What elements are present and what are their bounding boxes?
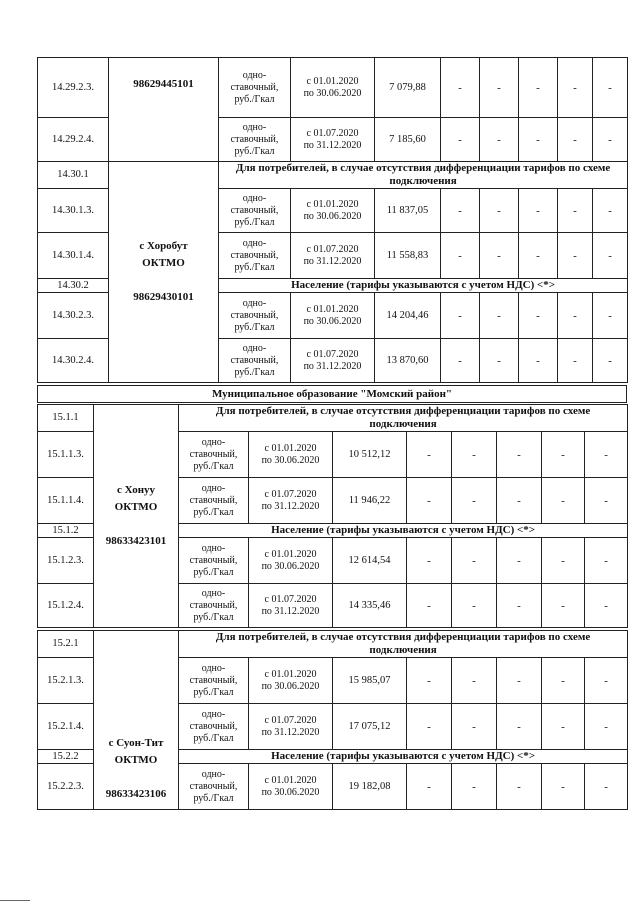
tariff-value: 11 946,22 (333, 478, 407, 524)
settlement-name: с Хоробут (139, 240, 188, 252)
tariff-table-15-2 (37, 630, 628, 810)
empty-cell: - (497, 704, 542, 750)
empty-cell: - (480, 118, 519, 162)
empty-cell: - (585, 764, 628, 810)
row-code: 15.1.1 (38, 405, 94, 432)
tariff-period: с 01.01.2020 по 30.06.2020 (249, 538, 333, 584)
section-header: Население (тарифы указываются с учетом НДС) <*> (219, 279, 628, 293)
empty-cell: - (542, 658, 585, 704)
tariff-kind: одно- ставочный, руб./Гкал (179, 538, 249, 584)
empty-cell: - (407, 764, 452, 810)
tariff-value: 12 614,54 (333, 538, 407, 584)
settlement-cell (109, 162, 219, 383)
empty-cell: - (452, 538, 497, 584)
tariff-kind: одно- ставочный, руб./Гкал (219, 118, 291, 162)
empty-cell: - (452, 584, 497, 628)
settlement-cell (94, 631, 179, 810)
empty-cell: - (558, 339, 593, 383)
tariff-period: с 01.01.2020 по 30.06.2020 (291, 293, 375, 339)
oktmo-code: 98629430101 (133, 291, 194, 303)
table-row (38, 58, 628, 118)
row-code: 14.30.1.4. (38, 233, 109, 279)
row-code: 15.1.1.4. (38, 478, 94, 524)
tariff-kind: одно- ставочный, руб./Гкал (179, 704, 249, 750)
section-header: Для потребителей, в случае отсутствия дифференциации тарифов по схеме подключения (219, 162, 628, 189)
row-code: 15.2.1.3. (38, 658, 94, 704)
table-row (38, 631, 628, 658)
tariff-kind: одно- ставочный, руб./Гкал (179, 584, 249, 628)
row-code: 15.2.1.4. (38, 704, 94, 750)
tariff-period: с 01.07.2020 по 31.12.2020 (249, 478, 333, 524)
empty-cell: - (558, 293, 593, 339)
tariff-kind: одно- ставочный, руб./Гкал (179, 764, 249, 810)
empty-cell: - (519, 233, 558, 279)
oktmo-label: ОКТМО (142, 257, 185, 269)
tariff-value: 10 512,12 (333, 432, 407, 478)
tariff-period: с 01.07.2020 по 31.12.2020 (291, 339, 375, 383)
oktmo-label: ОКТМО (114, 754, 158, 766)
empty-cell: - (497, 432, 542, 478)
tariff-kind: одно- ставочный, руб./Гкал (219, 58, 291, 118)
empty-cell: - (441, 58, 480, 118)
empty-cell: - (407, 658, 452, 704)
empty-cell: - (593, 58, 628, 118)
empty-cell: - (585, 432, 628, 478)
empty-cell: - (558, 58, 593, 118)
tariff-period: с 01.01.2020 по 30.06.2020 (291, 189, 375, 233)
row-code: 15.1.2.3. (38, 538, 94, 584)
municipality-header: Муниципальное образование "Момский район" (38, 386, 627, 403)
empty-cell: - (441, 233, 480, 279)
empty-cell: - (542, 704, 585, 750)
empty-cell: - (452, 704, 497, 750)
row-code: 15.1.2.4. (38, 584, 94, 628)
tariff-kind: одно- ставочный, руб./Гкал (179, 432, 249, 478)
empty-cell: - (497, 658, 542, 704)
empty-cell: - (497, 584, 542, 628)
row-code: 15.2.1 (38, 631, 94, 658)
empty-cell: - (585, 584, 628, 628)
empty-cell: - (441, 293, 480, 339)
empty-cell: - (480, 189, 519, 233)
tariff-value: 7 185,60 (375, 118, 441, 162)
empty-cell: - (452, 478, 497, 524)
tariff-kind: одно- ставочный, руб./Гкал (219, 189, 291, 233)
empty-cell: - (407, 538, 452, 584)
tariff-table-15-1 (37, 404, 628, 628)
empty-cell: - (519, 58, 558, 118)
oktmo-label: ОКТМО (114, 501, 158, 513)
tariff-kind: одно- ставочный, руб./Гкал (219, 233, 291, 279)
empty-cell: - (558, 189, 593, 233)
tariff-value: 7 079,88 (375, 58, 441, 118)
tariff-period: с 01.01.2020 по 30.06.2020 (249, 764, 333, 810)
tariff-kind: одно- ставочный, руб./Гкал (219, 339, 291, 383)
empty-cell: - (452, 658, 497, 704)
empty-cell: - (593, 118, 628, 162)
row-code: 14.30.2.4. (38, 339, 109, 383)
tariff-period: с 01.07.2020 по 31.12.2020 (291, 233, 375, 279)
row-code: 14.30.2 (38, 279, 109, 293)
oktmo-code: 98633423101 (105, 535, 167, 547)
tariff-period: с 01.07.2020 по 31.12.2020 (249, 584, 333, 628)
tariff-period: с 01.01.2020 по 30.06.2020 (291, 58, 375, 118)
tariff-kind: одно- ставочный, руб./Гкал (179, 478, 249, 524)
settlement-name: с Суон-Тит (108, 737, 164, 749)
empty-cell: - (519, 189, 558, 233)
row-code: 14.30.1.3. (38, 189, 109, 233)
tariff-period: с 01.07.2020 по 31.12.2020 (291, 118, 375, 162)
empty-cell: - (480, 293, 519, 339)
settlement-cell (109, 58, 219, 162)
empty-cell: - (593, 339, 628, 383)
tariff-period: с 01.01.2020 по 30.06.2020 (249, 658, 333, 704)
section-header: Для потребителей, в случае отсутствия дифференциации тарифов по схеме подключения (179, 405, 628, 432)
row-code: 14.30.1 (38, 162, 109, 189)
empty-cell: - (497, 764, 542, 810)
empty-cell: - (480, 58, 519, 118)
municipality-table (37, 385, 627, 403)
empty-cell: - (407, 478, 452, 524)
table-row (38, 405, 628, 432)
table-row (38, 386, 627, 403)
empty-cell: - (441, 189, 480, 233)
settlement-name: с Хонуу (116, 484, 156, 496)
empty-cell: - (452, 764, 497, 810)
empty-cell: - (519, 339, 558, 383)
scan-edge-mark (0, 900, 30, 901)
tariff-value: 11 558,83 (375, 233, 441, 279)
tariff-value: 19 182,08 (333, 764, 407, 810)
section-header: Население (тарифы указываются с учетом НДС) <*> (179, 524, 628, 538)
tariff-kind: одно- ставочный, руб./Гкал (219, 293, 291, 339)
tariff-value: 14 335,46 (333, 584, 407, 628)
empty-cell: - (593, 233, 628, 279)
empty-cell: - (558, 233, 593, 279)
empty-cell: - (497, 538, 542, 584)
empty-cell: - (542, 538, 585, 584)
tariff-value: 11 837,05 (375, 189, 441, 233)
row-code: 15.1.1.3. (38, 432, 94, 478)
empty-cell: - (593, 293, 628, 339)
tariff-period: с 01.01.2020 по 30.06.2020 (249, 432, 333, 478)
empty-cell: - (519, 293, 558, 339)
empty-cell: - (407, 584, 452, 628)
empty-cell: - (497, 478, 542, 524)
empty-cell: - (480, 339, 519, 383)
empty-cell: - (452, 432, 497, 478)
tariff-kind: одно- ставочный, руб./Гкал (179, 658, 249, 704)
empty-cell: - (542, 478, 585, 524)
empty-cell: - (407, 704, 452, 750)
row-code: 15.2.2 (38, 750, 94, 764)
settlement-cell (94, 405, 179, 628)
empty-cell: - (441, 118, 480, 162)
tariff-value: 14 204,46 (375, 293, 441, 339)
tariff-value: 17 075,12 (333, 704, 407, 750)
empty-cell: - (480, 233, 519, 279)
row-code: 14.29.2.4. (38, 118, 109, 162)
tariff-table-14-29 (37, 57, 628, 162)
empty-cell: - (585, 538, 628, 584)
row-code: 15.2.2.3. (38, 764, 94, 810)
tariff-value: 13 870,60 (375, 339, 441, 383)
empty-cell: - (441, 339, 480, 383)
empty-cell: - (519, 118, 558, 162)
table-row (38, 162, 628, 189)
empty-cell: - (542, 432, 585, 478)
oktmo-code: 98629445101 (133, 78, 194, 90)
empty-cell: - (593, 189, 628, 233)
row-code: 15.1.2 (38, 524, 94, 538)
empty-cell: - (407, 432, 452, 478)
empty-cell: - (585, 478, 628, 524)
row-code: 14.29.2.3. (38, 58, 109, 118)
section-header: Для потребителей, в случае отсутствия дифференциации тарифов по схеме подключения (179, 631, 628, 658)
section-header: Население (тарифы указываются с учетом НДС) <*> (179, 750, 628, 764)
empty-cell: - (585, 658, 628, 704)
row-code: 14.30.2.3. (38, 293, 109, 339)
empty-cell: - (542, 584, 585, 628)
tariff-period: с 01.07.2020 по 31.12.2020 (249, 704, 333, 750)
oktmo-code: 98633423106 (105, 788, 167, 800)
empty-cell: - (585, 704, 628, 750)
tariff-value: 15 985,07 (333, 658, 407, 704)
empty-cell: - (542, 764, 585, 810)
tariff-table-14-30 (37, 161, 628, 383)
empty-cell: - (558, 118, 593, 162)
